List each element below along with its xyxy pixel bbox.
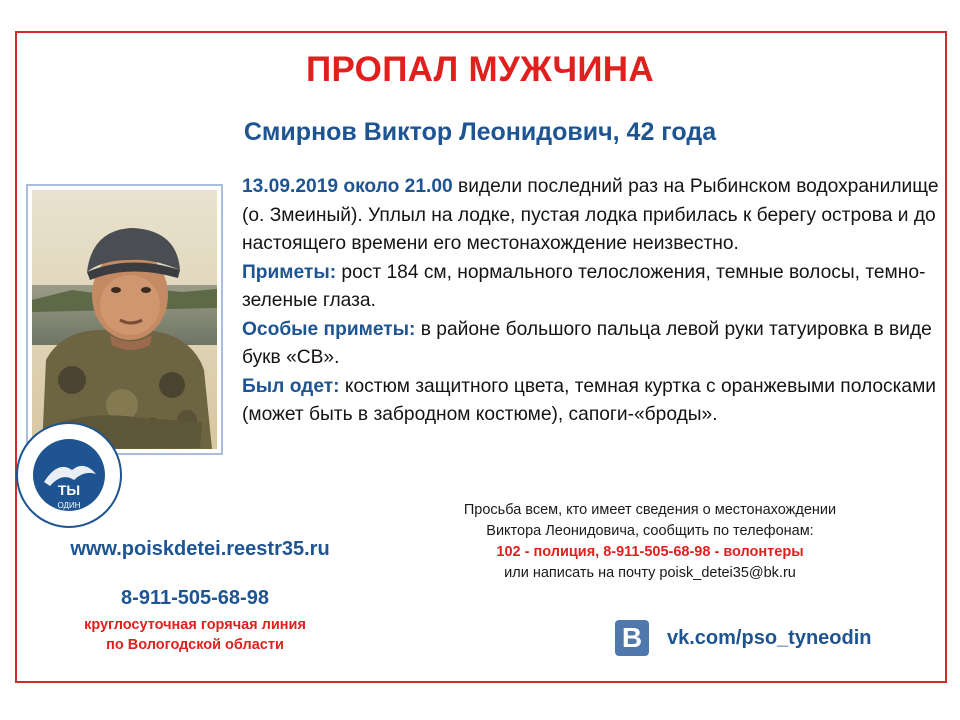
vk-block (615, 618, 872, 658)
clothing-label: Был одет: (242, 375, 340, 397)
missing-person-photo (26, 184, 223, 455)
request-line: Виктора Леонидовича, сообщить по телефонам: (486, 523, 814, 539)
request-line: Просьба всем, кто имеет сведения о местонахождении (463, 502, 837, 518)
description-paragraph (242, 373, 942, 430)
request-email: или написать на почту poisk_detei35@bk.ru (504, 565, 796, 581)
organization-logo (14, 420, 124, 530)
contact-request (390, 500, 910, 584)
features-label: Приметы: (242, 261, 337, 283)
description-paragraph (242, 173, 942, 259)
vk-icon[interactable]: B (615, 620, 649, 656)
last-seen-label: 13.09.2019 около 21.00 (242, 176, 453, 197)
description-paragraph (242, 316, 942, 373)
website-link[interactable]: www.poiskdetei.reestr35.ru (70, 538, 330, 560)
missing-person-name: Смирнов Виктор Леонидович, 42 года (243, 118, 717, 146)
hotline-caption (0, 615, 390, 655)
hotline-phone[interactable]: 8-911-505-68-98 (121, 587, 269, 609)
features-text: рост 184 см, нормального телосложения, темные волосы, темно-зеленые глаза. (242, 261, 926, 311)
clothing-text: костюм защитного цвета, темная куртка с оранжевыми полосками (может быть в забродном костюме), сапоги-«броды». (242, 375, 937, 425)
svg-text:ТЫ: ТЫ (57, 482, 81, 498)
svg-text:ОДИН: ОДИН (57, 501, 81, 510)
poster-title: ПРОПАЛ МУЖЧИНА (306, 50, 654, 89)
last-seen-text: видели последний раз на Рыбинском водохранилище (о. Змеиный). Уплыл на лодке, пустая лодка прибилась к берегу острова и до настоящего времени его местонахождение неизвестно. (242, 176, 939, 254)
hotline-line: круглосуточная горячая линия (84, 617, 306, 633)
hotline-line: по Вологодской области (106, 637, 284, 653)
vk-link[interactable]: vk.com/pso_tyneodin (667, 626, 872, 649)
description-paragraph (242, 259, 942, 316)
special-features-text: в районе большого пальца левой руки татуировка в виде букв «СВ». (242, 318, 932, 368)
photo-image (32, 190, 217, 449)
special-features-label: Особые приметы: (242, 318, 416, 340)
request-phones: 102 - полиция, 8-911-505-68-98 - волонтеры (496, 544, 804, 560)
description (242, 173, 942, 430)
